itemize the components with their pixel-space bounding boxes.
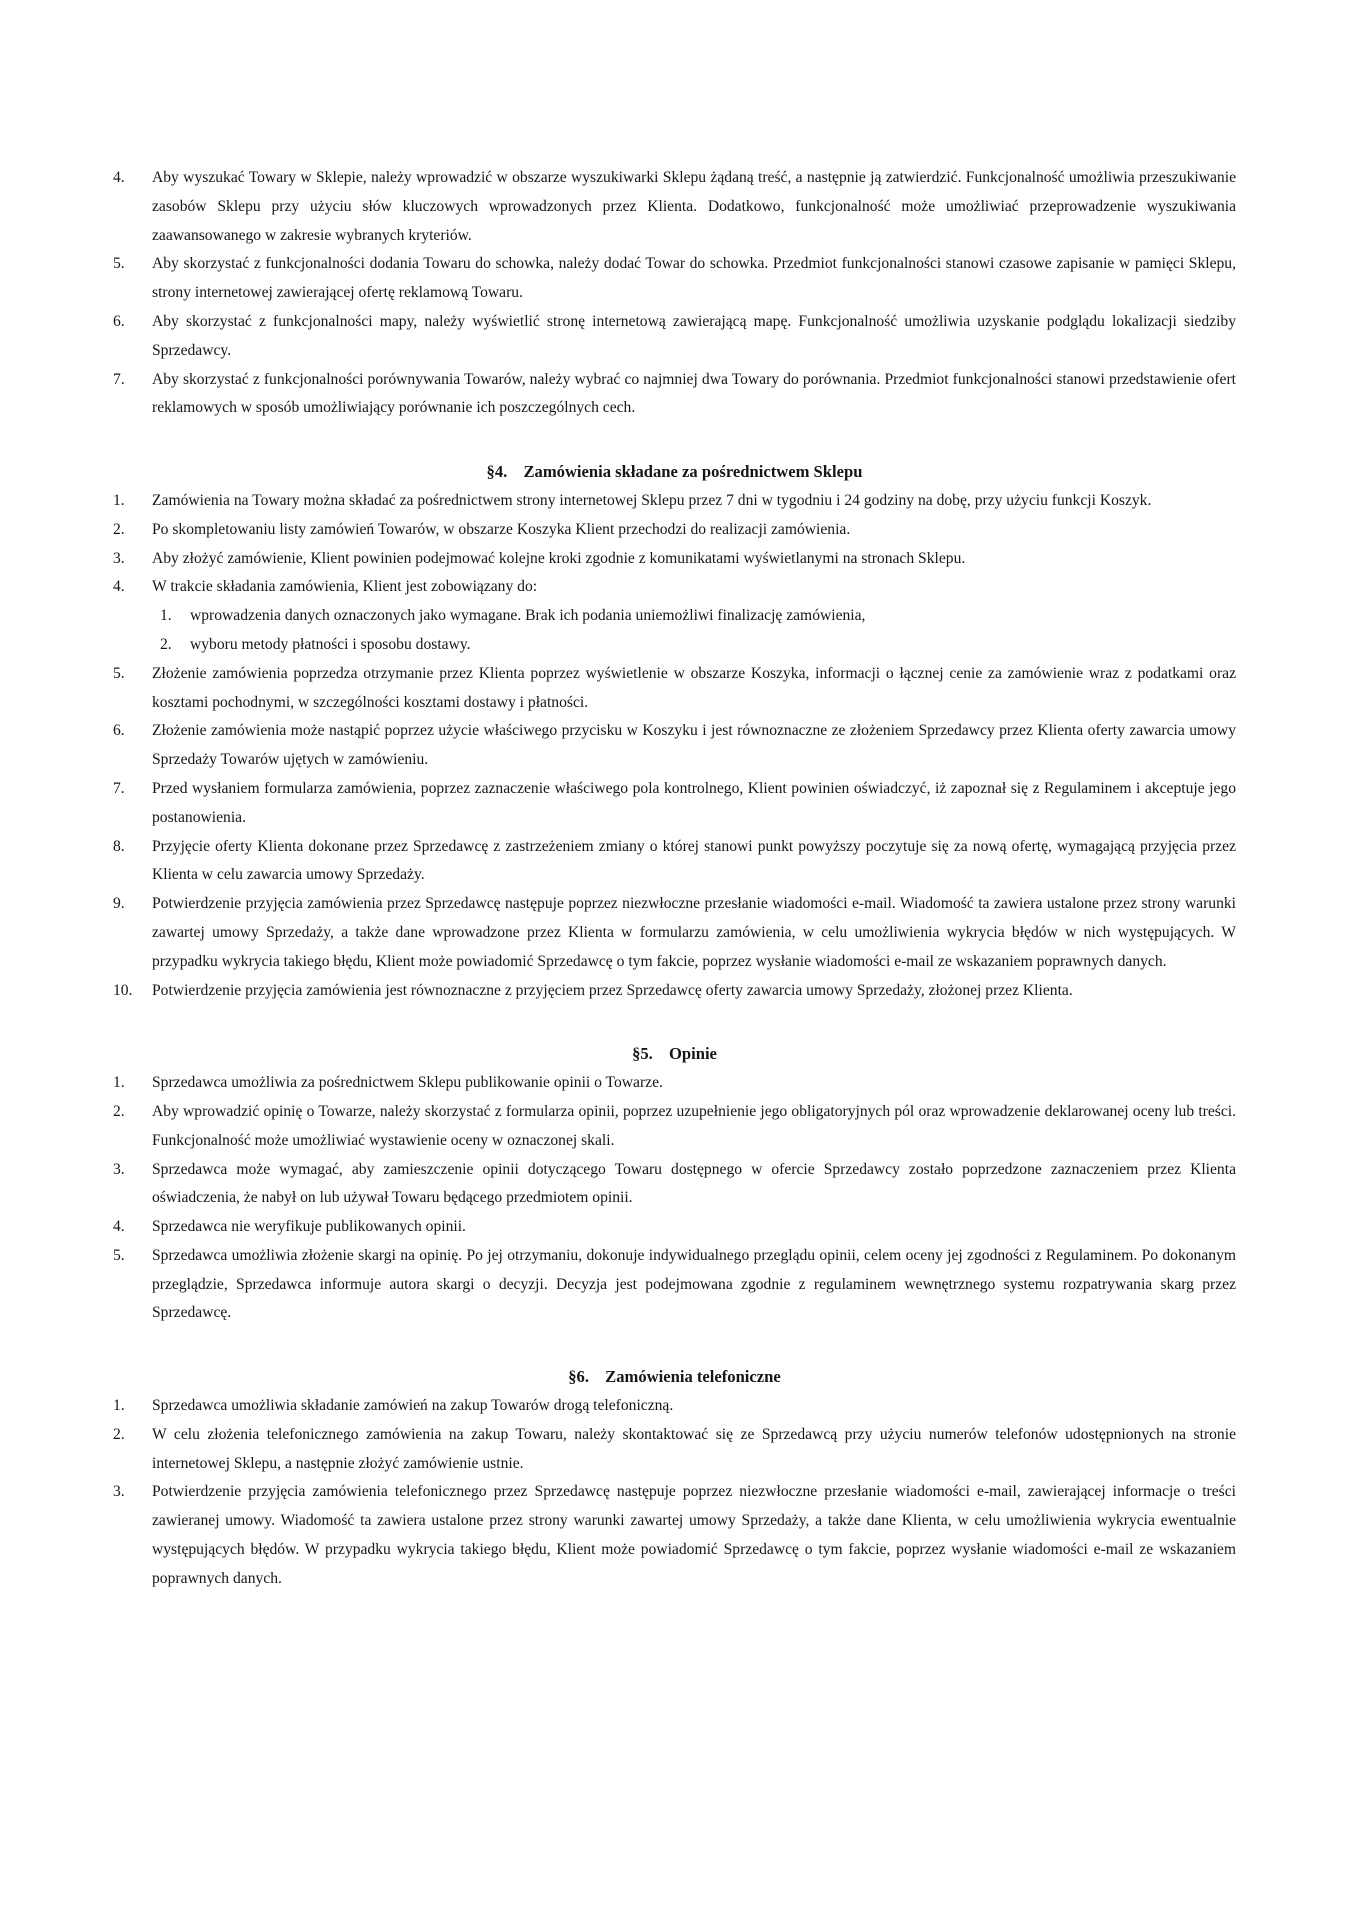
section-heading bbox=[113, 1363, 1236, 1392]
list-item bbox=[113, 717, 1236, 775]
sub-list-item-number: 1. bbox=[160, 607, 172, 625]
list-item-text: Przed wysłaniem formularza zamówienia, poprzez zaznaczenie właściwego pola kontrolnego, Klient powinien oświadczyć, iż zapoznał się z Regulaminem i akceptuje jego postanowienia. bbox=[152, 779, 1236, 826]
list-item-number: 1. bbox=[113, 491, 125, 509]
list-item-number: 5. bbox=[113, 255, 125, 273]
list-item bbox=[113, 1069, 1236, 1098]
list-item-number: 5. bbox=[113, 1246, 125, 1264]
section-title: Opinie bbox=[668, 1044, 717, 1064]
list-item bbox=[113, 308, 1236, 366]
sub-list-item-text: wyboru metody płatności i sposobu dostawy. bbox=[190, 635, 471, 653]
list-item-text: Potwierdzenie przyjęcia zamówienia przez Sprzedawcę następuje poprzez niezwłoczne przesłanie wiadomości e-mail. Wiadomość ta zawiera ustalone przez strony warunki zawartej umowy Sprzedaży, a także dane wprowadzone przez Klienta w formularzu zamówienia, w celu umożliwienia wykrycia błędów w nich występujących. W przypadku wykrycia takiego błędu, Klient może powiadomić Sprzedawcę o tym fakcie, poprzez wysłanie wiadomości e-mail ze wskazaniem poprawnych danych. bbox=[152, 895, 1236, 970]
list-item bbox=[113, 1213, 1236, 1242]
sub-list-item bbox=[113, 602, 1236, 631]
list-item-text: Aby skorzystać z funkcjonalności mapy, należy wyświetlić stronę internetową zawierającą mapę. Funkcjonalność umożliwia uzyskanie podglądu lokalizacji siedziby Sprzedawcy. bbox=[152, 312, 1236, 359]
list-item-text: Sprzedawca może wymagać, aby zamieszczenie opinii dotyczącego Towaru dostępnego w ofercie Sprzedawcy zostało poprzedzone zaznaczeniem przez Klienta oświadczenia, że nabył on lub używał Towaru będącego przedmiotem opinii. bbox=[152, 1160, 1236, 1207]
list-item-number: 2. bbox=[113, 520, 125, 538]
list-item-text: Potwierdzenie przyjęcia zamówienia telefonicznego przez Sprzedawcę następuje poprzez niezwłoczne przesłanie wiadomości e-mail, zawierającej informacje o treści zawieranej umowy. Wiadomość ta zawiera ustalone przez strony warunki zawartej umowy Sprzedaży, a także dane Klienta, w celu umożliwienia wykrycia ewentualnie występujących błędów. W przypadku wykrycia takiego błędu, Klient może powiadomić Sprzedawcę o tym fakcie, poprzez wysłanie wiadomości e-mail ze wskazaniem poprawnych danych. bbox=[152, 1483, 1236, 1587]
list-item-text: Złożenie zamówienia może nastąpić poprzez użycie właściwego przycisku w Koszyku i jest równoznaczne ze złożeniem Sprzedawcy przez Klienta oferty zawarcia umowy Sprzedaży Towarów ujętych w zamówieniu. bbox=[152, 722, 1236, 769]
section-number: §6. bbox=[568, 1367, 589, 1387]
list-item-text: W trakcie składania zamówienia, Klient jest zobowiązany do: bbox=[152, 578, 538, 596]
section-heading bbox=[113, 1040, 1236, 1069]
section-number: §4. bbox=[486, 462, 508, 482]
list-item-number: 6. bbox=[113, 722, 125, 740]
list-item-text: W celu złożenia telefonicznego zamówienia na zakup Towaru, należy skontaktować się ze Sprzedawcą przy użyciu numerów telefonów udostępnionych na stronie internetowej Sklepu, a następnie złożyć zamówienie ustnie. bbox=[152, 1425, 1236, 1472]
list-item-text: Aby wprowadzić opinię o Towarze, należy skorzystać z formularza opinii, poprzez uzupełnienie jego obligatoryjnych pól oraz wprowadzenie deklarowanej oceny lub treści. Funkcjonalność może umożliwiać wystawienie oceny w oznaczonej skali. bbox=[152, 1102, 1236, 1149]
list-item bbox=[113, 516, 1236, 545]
list-item bbox=[113, 573, 1236, 602]
section-6 bbox=[113, 1363, 1236, 1593]
list-item bbox=[113, 833, 1236, 891]
list-item-number: 2. bbox=[113, 1102, 125, 1120]
list-item-text: Złożenie zamówienia poprzedza otrzymanie przez Klienta poprzez wyświetlenie w obszarze Koszyka, informacji o łącznej cenie za zamówienie wraz z podatkami oraz kosztami pochodnymi, w szczególności kosztami dostawy i płatności. bbox=[152, 664, 1236, 711]
list-item bbox=[113, 977, 1236, 1006]
list-item-number: 4. bbox=[113, 169, 125, 186]
list-item bbox=[113, 164, 1236, 250]
list-item-number: 7. bbox=[113, 779, 125, 797]
list-item bbox=[113, 1478, 1236, 1593]
list-item bbox=[113, 775, 1236, 833]
section-4 bbox=[113, 458, 1236, 1005]
list-item-number: 3. bbox=[113, 1160, 125, 1178]
list-item bbox=[113, 1392, 1236, 1421]
list-item-number: 1. bbox=[113, 1074, 125, 1092]
sub-list-item bbox=[113, 631, 1236, 660]
list-item-text: Potwierdzenie przyjęcia zamówienia jest równoznaczne z przyjęciem przez Sprzedawcę oferty zawarcia umowy Sprzedaży, złożonej przez Klienta. bbox=[152, 981, 1073, 999]
list-item bbox=[113, 366, 1236, 424]
list-item-number: 7. bbox=[113, 370, 125, 388]
list-item-text: Zamówienia na Towary można składać za pośrednictwem strony internetowej Sklepu przez 7 dni w tygodniu i 24 godziny na dobę, przy użyciu funkcji Koszyk. bbox=[152, 491, 1152, 509]
sub-list-item-text: wprowadzenia danych oznaczonych jako wymagane. Brak ich podania uniemożliwi finalizację zamówienia, bbox=[190, 607, 866, 625]
list-item bbox=[113, 1242, 1236, 1328]
section-title: Zamówienia telefoniczne bbox=[605, 1367, 781, 1387]
list-item-text: Sprzedawca umożliwia składanie zamówień na zakup Towarów drogą telefoniczną. bbox=[152, 1397, 674, 1415]
section-5 bbox=[113, 1040, 1236, 1328]
list-item-number: 10. bbox=[113, 981, 133, 999]
list-item-number: 2. bbox=[113, 1425, 125, 1443]
list-item bbox=[113, 890, 1236, 976]
section-number: §5. bbox=[632, 1044, 653, 1064]
list-item-number: 4. bbox=[113, 578, 125, 596]
list-item-text: Aby skorzystać z funkcjonalności porównywania Towarów, należy wybrać co najmniej dwa Towary do porównania. Przedmiot funkcjonalności stanowi przedstawienie ofert reklamowych w sposób umożliwiający porównanie ich poszczególnych cech. bbox=[152, 370, 1236, 417]
list-item bbox=[113, 660, 1236, 718]
list-item-number: 6. bbox=[113, 312, 125, 330]
list-item-text: Aby złożyć zamówienie, Klient powinien podejmować kolejne kroki zgodnie z komunikatami wyświetlanymi na stronach Sklepu. bbox=[152, 549, 966, 567]
section-title: Zamówienia składane za pośrednictwem Sklepu bbox=[523, 462, 863, 482]
list-item bbox=[113, 545, 1236, 574]
list-item bbox=[113, 1098, 1236, 1156]
list-item bbox=[113, 1421, 1236, 1479]
sub-list-item-number: 2. bbox=[160, 635, 172, 653]
list-item-number: 5. bbox=[113, 664, 125, 682]
list-item bbox=[113, 250, 1236, 308]
document-body bbox=[113, 164, 1236, 1594]
list-item bbox=[113, 1156, 1236, 1214]
list-item-number: 1. bbox=[113, 1397, 125, 1415]
section-heading bbox=[113, 458, 1236, 487]
list-item-number: 3. bbox=[113, 1483, 125, 1501]
list-item-text: Sprzedawca umożliwia za pośrednictwem Sklepu publikowanie opinii o Towarze. bbox=[152, 1074, 663, 1092]
list-item-text: Aby skorzystać z funkcjonalności dodania Towaru do schowka, należy dodać Towar do schowka. Przedmiot funkcjonalności stanowi czasowe zapisanie w pamięci Sklepu, strony internetowej zawierającej ofertę reklamową Towaru. bbox=[152, 255, 1236, 302]
list-item-number: 3. bbox=[113, 549, 125, 567]
list-item-number: 4. bbox=[113, 1218, 125, 1236]
list-item-number: 8. bbox=[113, 837, 125, 855]
list-item-text: Aby wyszukać Towary w Sklepie, należy wprowadzić w obszarze wyszukiwarki Sklepu żądaną treść, a następnie ją zatwierdzić. Funkcjonalność umożliwia przeszukiwanie zasobów Sklepu przy użyciu słów kluczowych wprowadzonych przez Klienta. Dodatkowo, funkcjonalność może umożliwiać przeprowadzenie wyszukiwania zaawansowanego w zakresie wybranych kryteriów. bbox=[152, 169, 1236, 244]
list-item-text: Sprzedawca umożliwia złożenie skargi na opinię. Po jej otrzymaniu, dokonuje indywidualnego przeglądu opinii, celem oceny jej zgodności z Regulaminem. Po dokonanym przeglądzie, Sprzedawca informuje autora skargi o decyzji. Decyzja jest podejmowana zgodnie z regulaminem wewnętrznego systemu rozpatrywania skarg przez Sprzedawcę. bbox=[152, 1246, 1236, 1322]
list-item-text: Sprzedawca nie weryfikuje publikowanych opinii. bbox=[152, 1218, 466, 1236]
list-item-number: 9. bbox=[113, 895, 125, 913]
section-3-continued bbox=[113, 164, 1236, 423]
list-item-text: Przyjęcie oferty Klienta dokonane przez Sprzedawcę z zastrzeżeniem zmiany o której stanowi punkt powyższy poczytuje się za nową ofertę, wymagającą przyjęcia przez Klienta w celu zawarcia umowy Sprzedaży. bbox=[152, 837, 1236, 884]
list-item bbox=[113, 487, 1236, 516]
list-item-text: Po skompletowaniu listy zamówień Towarów, w obszarze Koszyka Klient przechodzi do realizacji zamówienia. bbox=[152, 520, 851, 538]
